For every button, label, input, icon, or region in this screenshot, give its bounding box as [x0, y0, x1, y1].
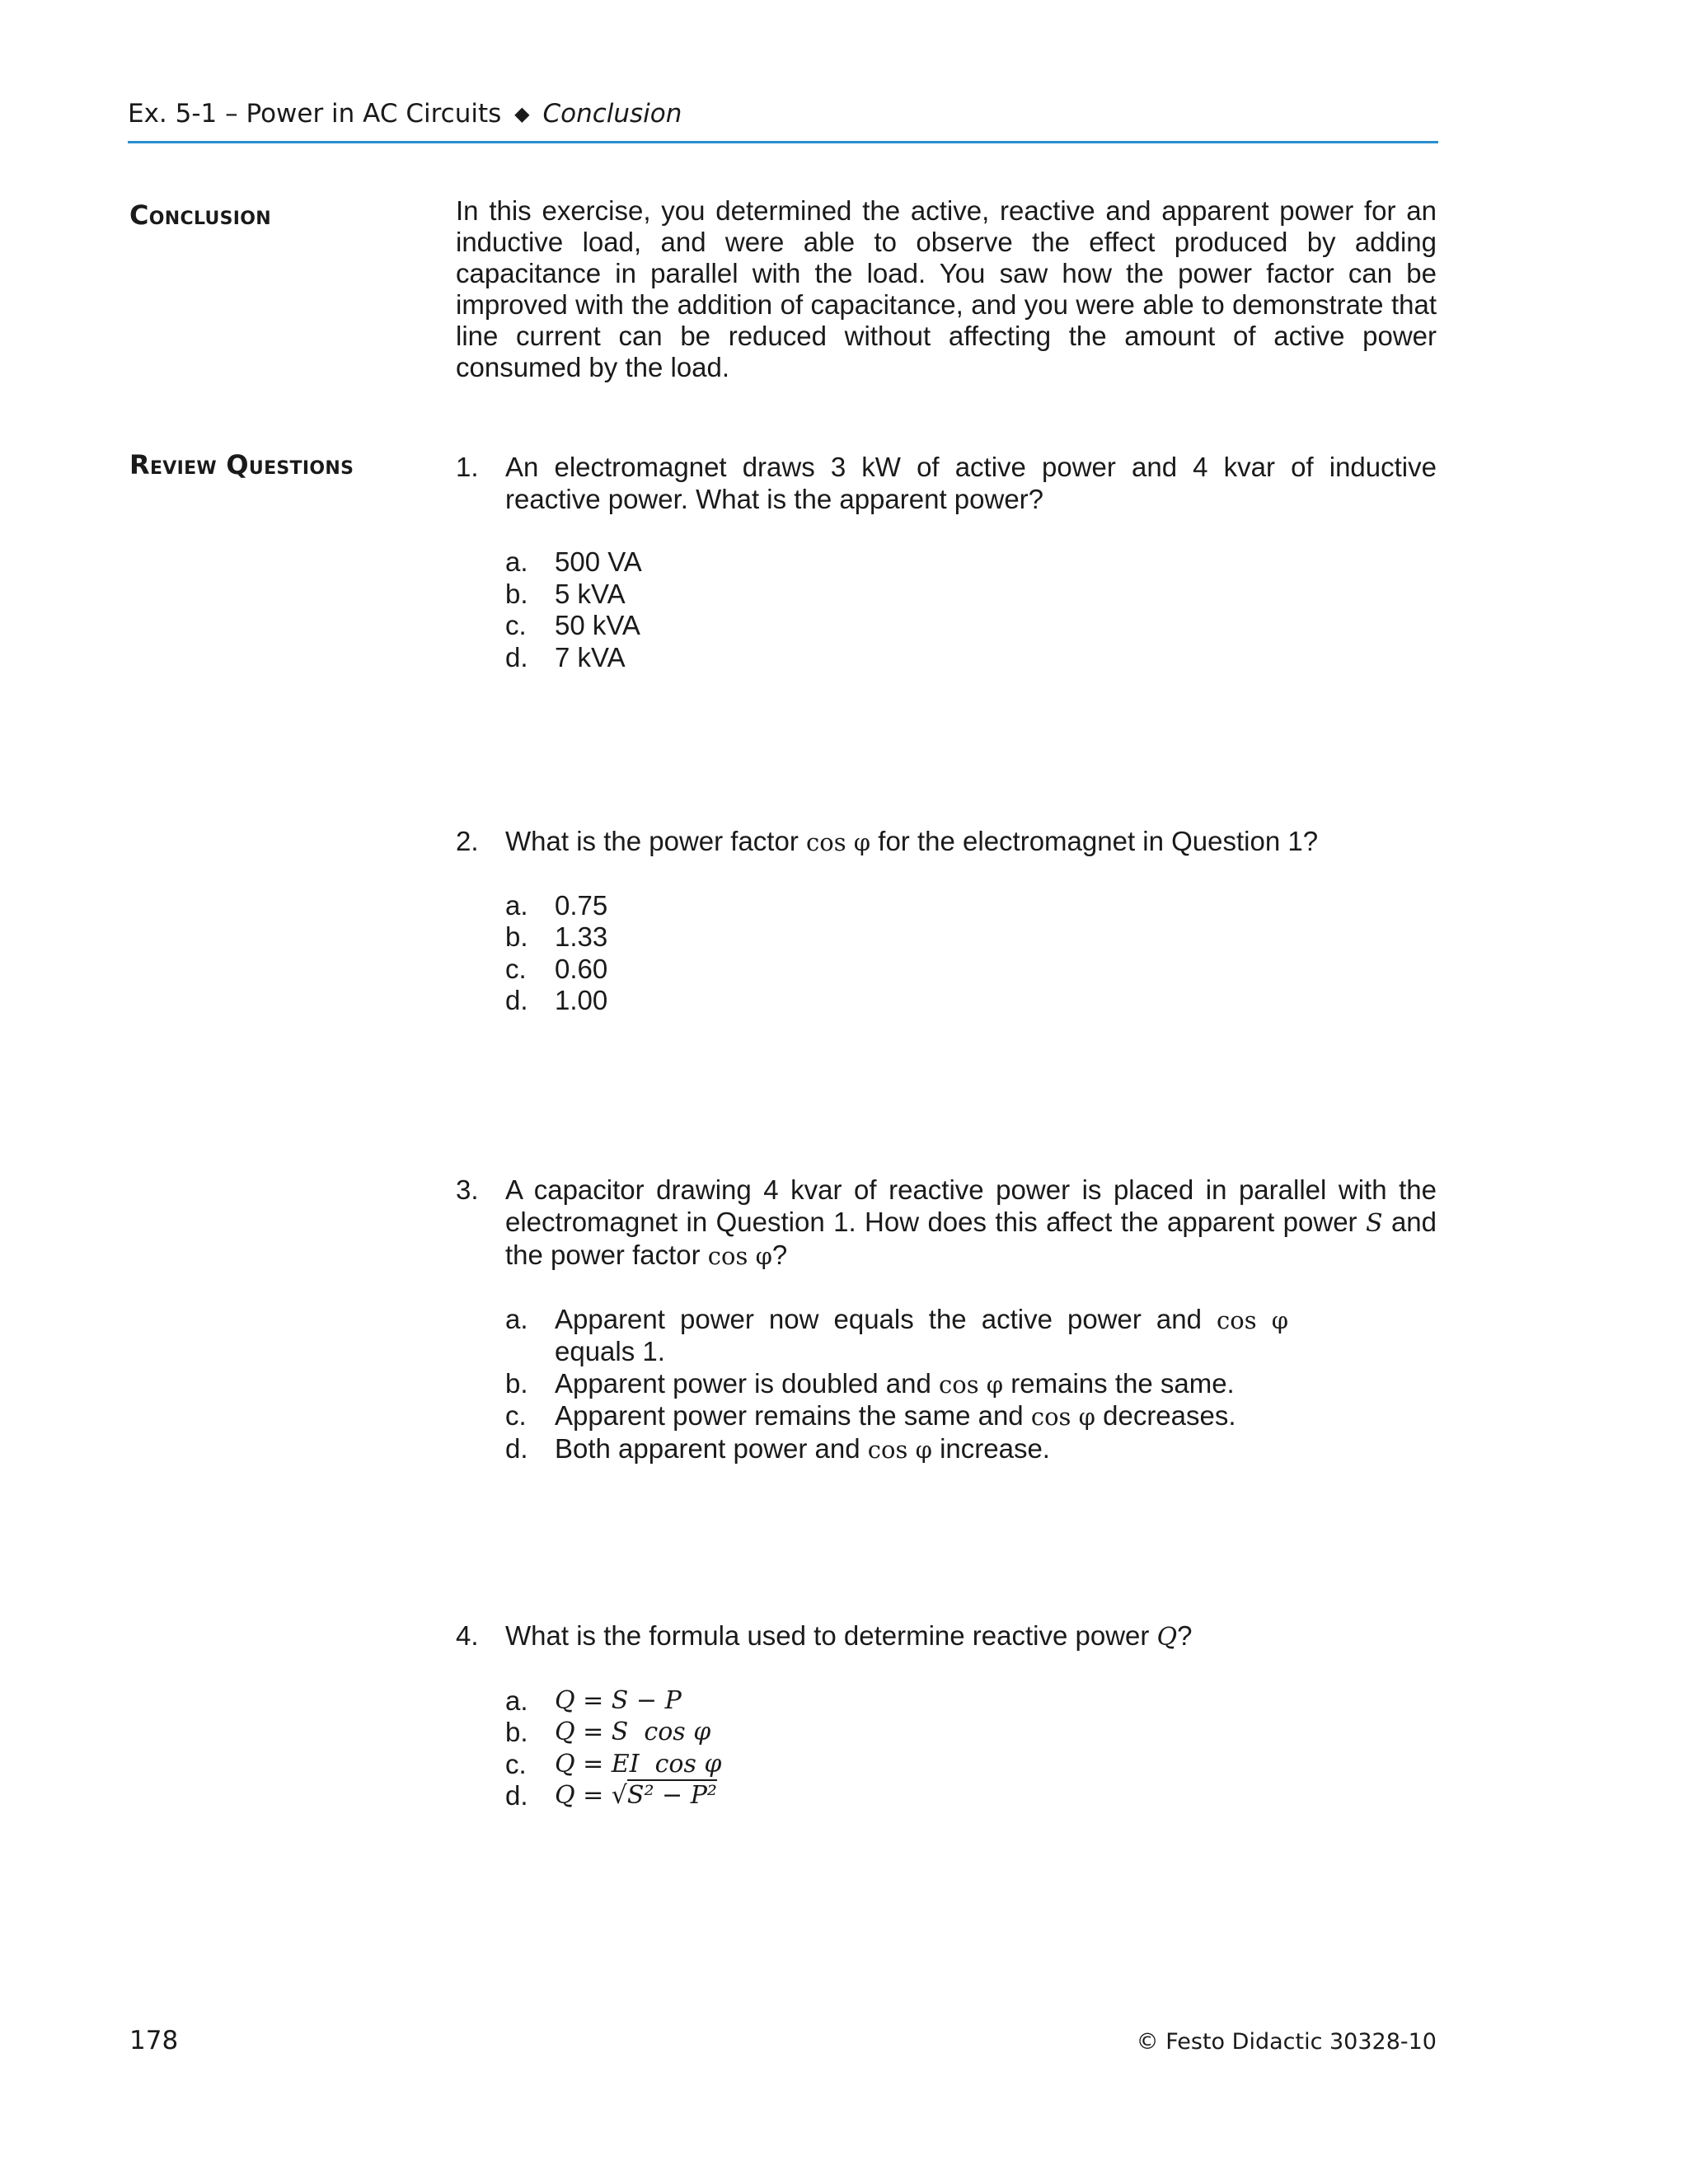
option-c[interactable]: c. Q = EI cos φ [505, 1749, 1437, 1781]
question-number: 4. [456, 1620, 479, 1651]
review-questions-heading: Review Questions [129, 449, 354, 480]
option-b[interactable]: b. 5 kVA [505, 578, 626, 609]
formula: Q = √S² − P² [555, 1781, 717, 1810]
option-d[interactable]: d. Both apparent power and cos φ increase. [505, 1432, 1050, 1464]
option-a[interactable]: a. 0.75 [505, 889, 608, 921]
question-number: 3. [456, 1174, 479, 1205]
question-1 [456, 452, 1437, 673]
answer-options [505, 890, 1437, 1017]
option-b[interactable]: b. 1.33 [505, 921, 608, 952]
option-a[interactable]: a. Apparent power now equals the active power and cos φ equals 1. [505, 1303, 1289, 1366]
option-a[interactable]: a. 500 VA [505, 546, 642, 577]
option-b[interactable]: b. Q = S cos φ [505, 1717, 1437, 1749]
option-c[interactable]: c. 50 kVA [505, 610, 640, 640]
copyright: © Festo Didactic 30328-10 [1136, 2029, 1437, 2055]
option-d[interactable]: d. 1.00 [505, 985, 608, 1015]
option-c[interactable]: c. Apparent power remains the same and cos φ decreases. [505, 1400, 1236, 1431]
formula: Q = S − P [555, 1685, 682, 1715]
conclusion-heading: Conclusion [129, 199, 271, 231]
cos-phi-math: cos φ [806, 828, 871, 856]
header-section: Conclusion [542, 99, 682, 129]
option-a[interactable]: a. Q = S − P [505, 1685, 1437, 1718]
question-3 [456, 1174, 1437, 1465]
question-4 [456, 1620, 1437, 1812]
answer-options [505, 1304, 1437, 1466]
question-text: What is the formula used to determine reactive power Q? [505, 1620, 1193, 1652]
running-header [128, 97, 1438, 143]
diamond-separator-icon: ◆ [514, 102, 530, 125]
question-text: A capacitor drawing 4 kvar of reactive power is placed in parallel with the electromagnet in Question 1. How does this affect the apparent power S and the power factor cos φ? [505, 1174, 1437, 1270]
question-text: An electromagnet draws 3 kW of active power and 4 kvar of inductive reactive power. What is the apparent power? [505, 452, 1437, 514]
answer-options [505, 1685, 1437, 1812]
conclusion-paragraph: In this exercise, you determined the active, reactive and apparent power for an inductive load, and were able to observe the effect produced by adding capacitance in parallel with the load. You saw how the power factor can be improved with the addition of capacitance, and you were able to demonstrate that line current can be reduced without affecting the amount of active power consumed by the load. [456, 195, 1437, 382]
formula: Q = S cos φ [555, 1718, 711, 1746]
question-2 [456, 826, 1437, 1017]
option-c[interactable]: c. 0.60 [505, 953, 608, 984]
option-d[interactable]: d. 7 kVA [505, 641, 626, 673]
option-d[interactable]: d. Q = √S² − P² [505, 1780, 1437, 1812]
question-number: 1. [456, 452, 479, 482]
page-number: 178 [129, 2026, 179, 2055]
question-text: What is the power factor cos φ for the electromagnet in Question 1? [505, 826, 1319, 856]
answer-options [505, 546, 1437, 673]
formula: Q = EI cos φ [555, 1749, 722, 1779]
option-b[interactable]: b. Apparent power is doubled and cos φ remains the same. [505, 1367, 1235, 1399]
question-number: 2. [456, 826, 479, 856]
header-exercise: Ex. 5-1 – Power in AC Circuits [128, 99, 502, 129]
